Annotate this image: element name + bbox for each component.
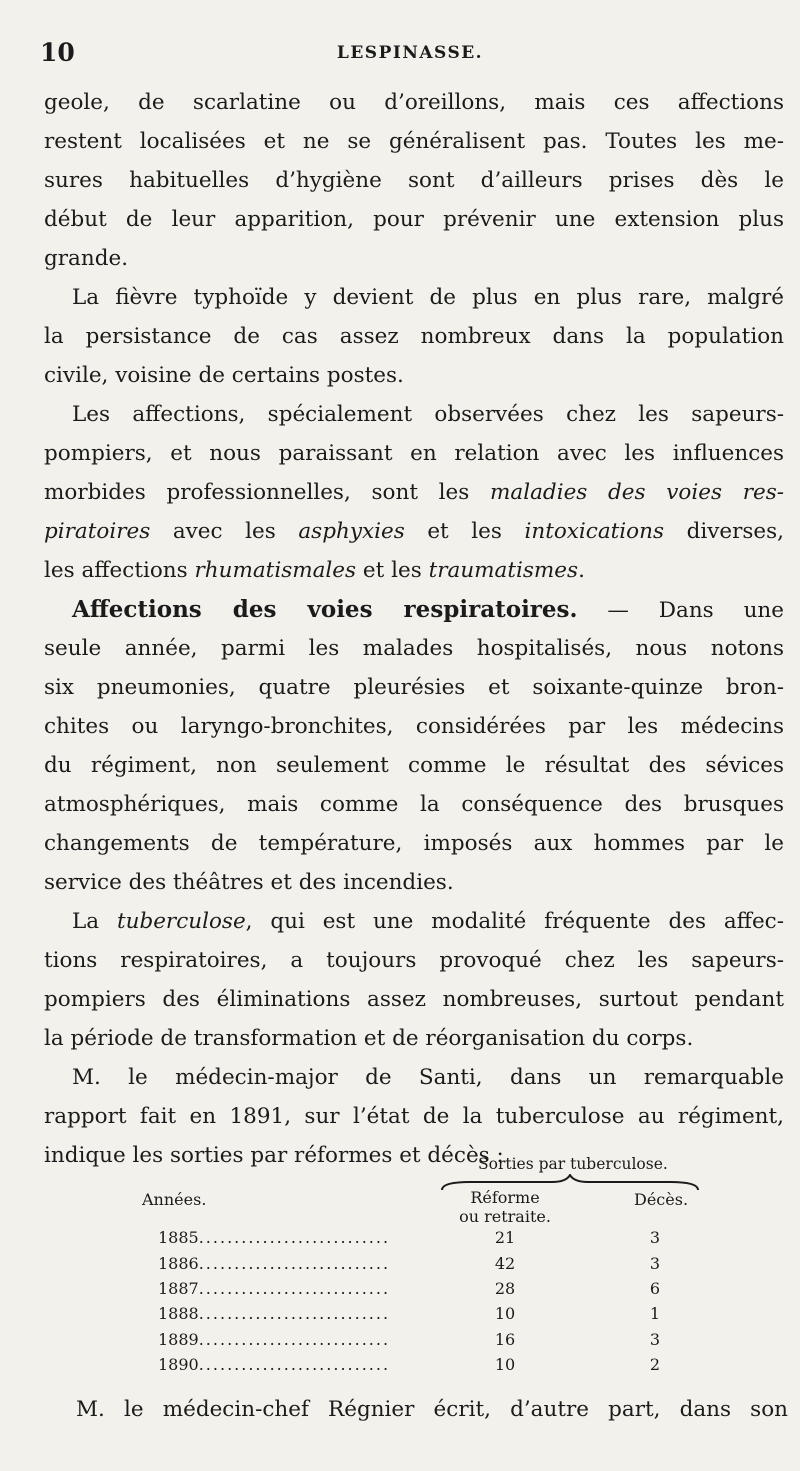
table-row bbox=[0, 1254, 800, 1278]
year-cell bbox=[158, 1330, 428, 1349]
reforme-cell: 28 bbox=[494, 1279, 516, 1298]
year-value: 1885 bbox=[158, 1228, 199, 1247]
deces-cell: 2 bbox=[649, 1355, 661, 1374]
italic-term: tuberculose bbox=[116, 909, 246, 934]
leader-dots: ........................... bbox=[198, 1355, 391, 1374]
text-line bbox=[44, 473, 784, 512]
column-header-reforme-line1: Réforme bbox=[470, 1188, 540, 1207]
text-line bbox=[44, 512, 784, 551]
italic-term: piratoires bbox=[44, 519, 151, 544]
paragraph-start: Les affections, spécialement observées chez les sapeurs- bbox=[72, 402, 784, 427]
year-value: 1886 bbox=[158, 1254, 199, 1273]
table-caption: Sorties par tuberculose. bbox=[478, 1155, 668, 1173]
reforme-cell: 10 bbox=[494, 1355, 516, 1374]
text-line: la période de transformation et de réorganisation du corps. bbox=[44, 1026, 694, 1051]
column-header-reforme-line2: ou retraite. bbox=[459, 1207, 551, 1226]
leader-dots: ........................... bbox=[198, 1254, 391, 1273]
table-row bbox=[0, 1228, 800, 1252]
text-line: atmosphériques, mais comme la conséquence des brusques bbox=[44, 792, 784, 817]
tuberculosis-table bbox=[0, 1150, 800, 1390]
italic-term: asphyxies bbox=[298, 519, 405, 544]
section-heading-line bbox=[44, 590, 784, 629]
paragraph-start bbox=[44, 902, 784, 941]
paragraph-start: La fièvre typhoïde y devient de plus en plus rare, malgré bbox=[72, 285, 784, 310]
text-line: restent localisées et ne se généralisent pas. Toutes les me- bbox=[44, 129, 784, 154]
year-cell bbox=[158, 1355, 428, 1374]
section-heading: Affections des voies respiratoires. bbox=[72, 596, 578, 623]
deces-cell: 3 bbox=[649, 1330, 661, 1349]
text-run: La bbox=[72, 909, 117, 934]
text-line: grande. bbox=[44, 246, 129, 271]
reforme-cell: 10 bbox=[494, 1304, 516, 1323]
column-header-years: Années. bbox=[142, 1190, 207, 1209]
text-line: la persistance de cas assez nombreux dans la population bbox=[44, 324, 784, 349]
reforme-cell: 16 bbox=[494, 1330, 516, 1349]
deces-cell: 1 bbox=[649, 1304, 661, 1323]
text-line: six pneumonies, quatre pleurésies et soixante-quinze bron- bbox=[44, 675, 784, 700]
text-run: et les bbox=[404, 519, 525, 544]
year-value: 1887 bbox=[158, 1279, 199, 1298]
text-line: civile, voisine de certains postes. bbox=[44, 363, 404, 388]
year-cell bbox=[158, 1279, 428, 1298]
text-line: sures habituelles d’hygiène sont d’ailleurs prises dès le bbox=[44, 168, 784, 193]
text-line: geole, de scarlatine ou d’oreillons, mais ces affections bbox=[44, 90, 784, 115]
deces-cell: 3 bbox=[649, 1228, 661, 1247]
page-header bbox=[40, 38, 780, 68]
leader-dots: ........................... bbox=[198, 1228, 391, 1247]
text-line: chites ou laryngo-bronchites, considérées par les médecins bbox=[44, 714, 784, 739]
text-line: tions respiratoires, a toujours provoqué chez les sapeurs- bbox=[44, 948, 784, 973]
leader-dots: ........................... bbox=[198, 1279, 391, 1298]
text-line bbox=[44, 551, 784, 590]
paragraph-start: M. le médecin-major de Santi, dans un remarquable bbox=[72, 1065, 784, 1090]
year-cell bbox=[158, 1304, 428, 1323]
column-header-reforme bbox=[440, 1188, 570, 1226]
table-row bbox=[0, 1355, 800, 1379]
text-line: pompiers, et nous paraissant en relation avec les influences bbox=[44, 441, 784, 466]
deces-cell: 3 bbox=[649, 1254, 661, 1273]
text-run: morbides professionnelles, sont les bbox=[44, 480, 491, 505]
text-run: et les bbox=[356, 558, 429, 583]
text-run: . bbox=[578, 558, 585, 583]
text-run: , qui est une modalité fréquente des affec- bbox=[245, 909, 784, 934]
reforme-cell: 42 bbox=[494, 1254, 516, 1273]
text-line: changements de température, imposés aux hommes par le bbox=[44, 831, 784, 856]
text-run: diverses, bbox=[664, 519, 784, 544]
text-run: les affections bbox=[44, 558, 195, 583]
year-cell bbox=[158, 1254, 428, 1273]
text-line: pompiers des éliminations assez nombreuses, surtout pendant bbox=[44, 987, 784, 1012]
text-run: — Dans une bbox=[577, 598, 784, 623]
body-text bbox=[44, 83, 784, 1175]
page-number: 10 bbox=[40, 38, 75, 67]
paragraph-start: M. le médecin-chef Régnier écrit, d’autre part, dans son bbox=[76, 1397, 788, 1422]
year-value: 1889 bbox=[158, 1330, 199, 1349]
text-line: service des théâtres et des incendies. bbox=[44, 870, 454, 895]
text-line: du régiment, non seulement comme le résultat des sévices bbox=[44, 753, 784, 778]
text-run: avec les bbox=[150, 519, 299, 544]
table-row bbox=[0, 1279, 800, 1303]
italic-term: intoxications bbox=[524, 519, 664, 544]
leader-dots: ........................... bbox=[198, 1330, 391, 1349]
running-head: LESPINASSE. bbox=[336, 43, 484, 63]
year-cell bbox=[158, 1228, 428, 1247]
text-line: seule année, parmi les malades hospitalisés, nous notons bbox=[44, 636, 784, 661]
year-value: 1890 bbox=[158, 1355, 199, 1374]
deces-cell: 6 bbox=[649, 1279, 661, 1298]
text-line: indique les sorties par réformes et décès : bbox=[44, 1143, 504, 1168]
italic-term: rhumatismales bbox=[194, 558, 357, 583]
text-line: rapport fait en 1891, sur l’état de la tuberculose au régiment, bbox=[44, 1104, 784, 1129]
table-row bbox=[0, 1330, 800, 1354]
leader-dots: ........................... bbox=[198, 1304, 391, 1323]
closing-paragraph bbox=[48, 1390, 788, 1429]
reforme-cell: 21 bbox=[494, 1228, 516, 1247]
text-line: début de leur apparition, pour prévenir une extension plus bbox=[44, 207, 784, 232]
year-value: 1888 bbox=[158, 1304, 199, 1323]
column-header-deces: Décès. bbox=[634, 1190, 689, 1209]
table-row bbox=[0, 1304, 800, 1328]
italic-term: maladies des voies res- bbox=[490, 480, 784, 505]
italic-term: traumatismes bbox=[428, 558, 579, 583]
